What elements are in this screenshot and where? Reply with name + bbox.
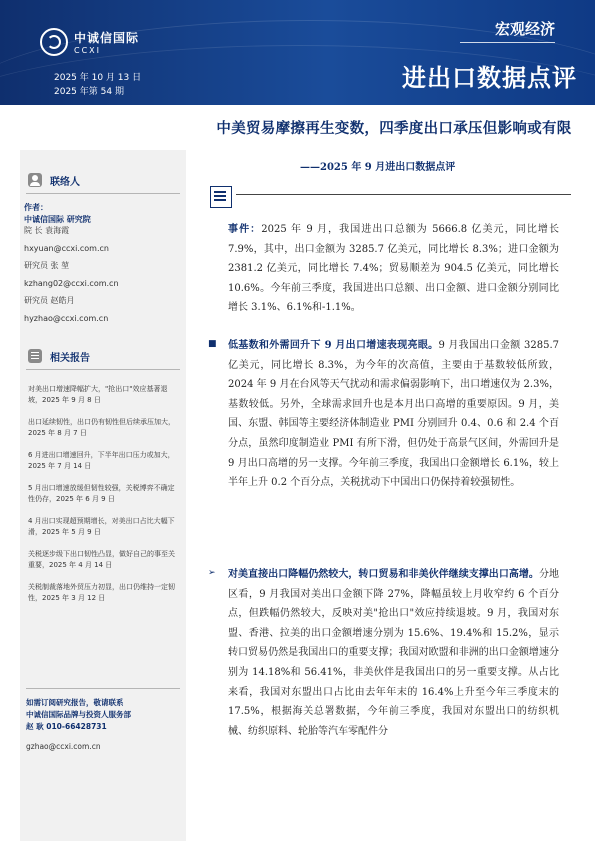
related-report-link[interactable]: 关税逐步级下出口韧性凸显，做好自己的事至关重要，2025 年 4 月 14 日: [28, 550, 175, 569]
report-header: [0, 0, 595, 105]
logo-name-en: CCXI: [74, 46, 102, 55]
related-reports-list: [20, 370, 186, 604]
company-logo: [40, 28, 139, 56]
document-icon: [210, 186, 232, 208]
contact-heading: 联络人: [20, 170, 186, 190]
subscription-email[interactable]: gzhao@ccxi.com.cn: [26, 742, 101, 751]
logo-icon: [40, 28, 68, 56]
related-heading: 相关报告: [20, 346, 186, 366]
contact-email[interactable]: kzhang02@ccxi.com.cn: [24, 278, 119, 288]
contact-role: 研究员 张 堃: [24, 261, 70, 270]
square-bullet-icon: ■: [208, 339, 217, 349]
main-title: 中美贸易摩擦再生变数，四季度出口承压但影响或有限: [216, 120, 572, 137]
export-growth-paragraph: 低基数和外需回升下 9 月出口增速表现亮眼。9 月我国出口金额 3285.7 亿美元，同比增长 8.3%，为今年的次高值，主要由于基数较低所致，2024 年 9 月在台风等天气扰动和需求偏弱影响下，出口增速仅为 2.3%，基数较低。另外，全球需求回升也是本月出口高增的重要原因。9 月，美国、东盟、韩国等主要经济体制造业 PMI 分别回升 0.4、0.6 和 2.4 个百分点，虽然印度制造业 PMI 有所下滑，但仍处于高景气区间，外需回升是 9 月出口高增的另一支撑。今年前三季度，我国出口金额增长 6.1%，较上半年上升 0.2 个百分点，关税扰动下中国出口仍保持着较强韧性。: [228, 340, 560, 489]
person-icon: [28, 173, 42, 187]
divider: [236, 194, 571, 195]
related-report-link[interactable]: 6 月进出口增速回升，下半年出口压力或加大，2025 年 7 月 14 日: [28, 451, 175, 470]
sidebar: [20, 150, 186, 841]
related-report-link[interactable]: 关税制裁落地外贸压力初显，出口仍维持一定韧性，2025 年 3 月 12 日: [28, 583, 175, 602]
document-icon: [28, 349, 42, 363]
report-date: 2025 年 10 月 13 日: [54, 73, 142, 83]
event-paragraph: 事件：2025 年 9 月，我国进出口总额为 5666.8 亿美元，同比增长 7.9%，其中，出口金额为 3285.7 亿美元，同比增长 8.3%；进口金额为 2381.2 亿美元，同比增长 7.4%；贸易顺差为 904.5 亿美元，同比增长 10.6%。今年前三季度，我国进出口总额、出口金额、进口金额分别同比增长 3.1%、6.1%和-1.1%。: [228, 224, 559, 314]
report-type-title: 进出口数据点评: [402, 64, 577, 92]
report-issue: 2025 年第 54 期: [54, 87, 124, 97]
region-export-paragraph: 对美直接出口降幅仍然较大，转口贸易和非美伙伴继续支撑出口高增。分地区看，9 月我国对美出口金额下降 27%，降幅虽较上月收窄约 6 个百分点，但跌幅仍然较大，反映对美"抢出口"效应持续退坡。9 月，我国对东盟、香港、拉美的出口金额增速分别为 15.6%、19.4%和 15.2%，显示转口贸易仍然是我国出口的重要支撑；我国对欧盟和非洲的出口金额增速分别为 14.18%和 56.41%，非美伙伴是我国出口的另一重要支撑。从占比来看，我国对东盟出口占比由去年年末的 16.4%上升至今年三季度末的 17.5%，根据海关总署数据，今年前三季度，我国对东盟出口的纺织机械、纺织原料、轮胎等汽车零配件分: [228, 569, 559, 737]
logo-name-cn: 中诚信国际: [74, 31, 140, 45]
header-divider: [460, 42, 555, 43]
contact-role: 院 长 袁海霞: [24, 226, 70, 235]
arrow-bullet-icon: ➢: [208, 568, 216, 578]
sub-title: ——2025 年 9 月进出口数据点评: [300, 162, 456, 173]
related-report-link[interactable]: 出口延续韧性，出口仍有韧性但后续承压加大，2025 年 8 月 7 日: [28, 418, 175, 437]
related-report-link[interactable]: 5 月出口增速放缓但韧性较强，关税博弈不确定性仍存，2025 年 6 月 9 日: [28, 484, 175, 503]
contact-role: 研究员 赵皓月: [24, 296, 75, 305]
contact-email[interactable]: hxyuan@ccxi.com.cn: [24, 243, 109, 253]
author-info: 作者： 中诚信国际 研究院 院 长 袁海霞 hxyuan@ccxi.com.cn 研究员 张 堃 kzhang02@ccxi.com.cn 研究员 赵皓月 hyzhao@ccxi.com.cn: [20, 194, 186, 324]
contact-email[interactable]: hyzhao@ccxi.com.cn: [24, 313, 109, 323]
related-report-link[interactable]: 对美出口增速降幅扩大，"抢出口"效应基著退坡，2025 年 9 月 8 日: [28, 385, 168, 404]
subscription-info: 如需订阅研究报告，敬请联系 中诚信国际品牌与投资人服务部 赵 耿 010-66428731 gzhao@ccxi.com.cn: [26, 688, 180, 753]
report-category: 宏观经济: [494, 20, 555, 38]
related-report-link[interactable]: 4 月出口实现超预期增长，对美出口占比大幅下滑，2025 年 5 月 9 日: [28, 517, 175, 536]
